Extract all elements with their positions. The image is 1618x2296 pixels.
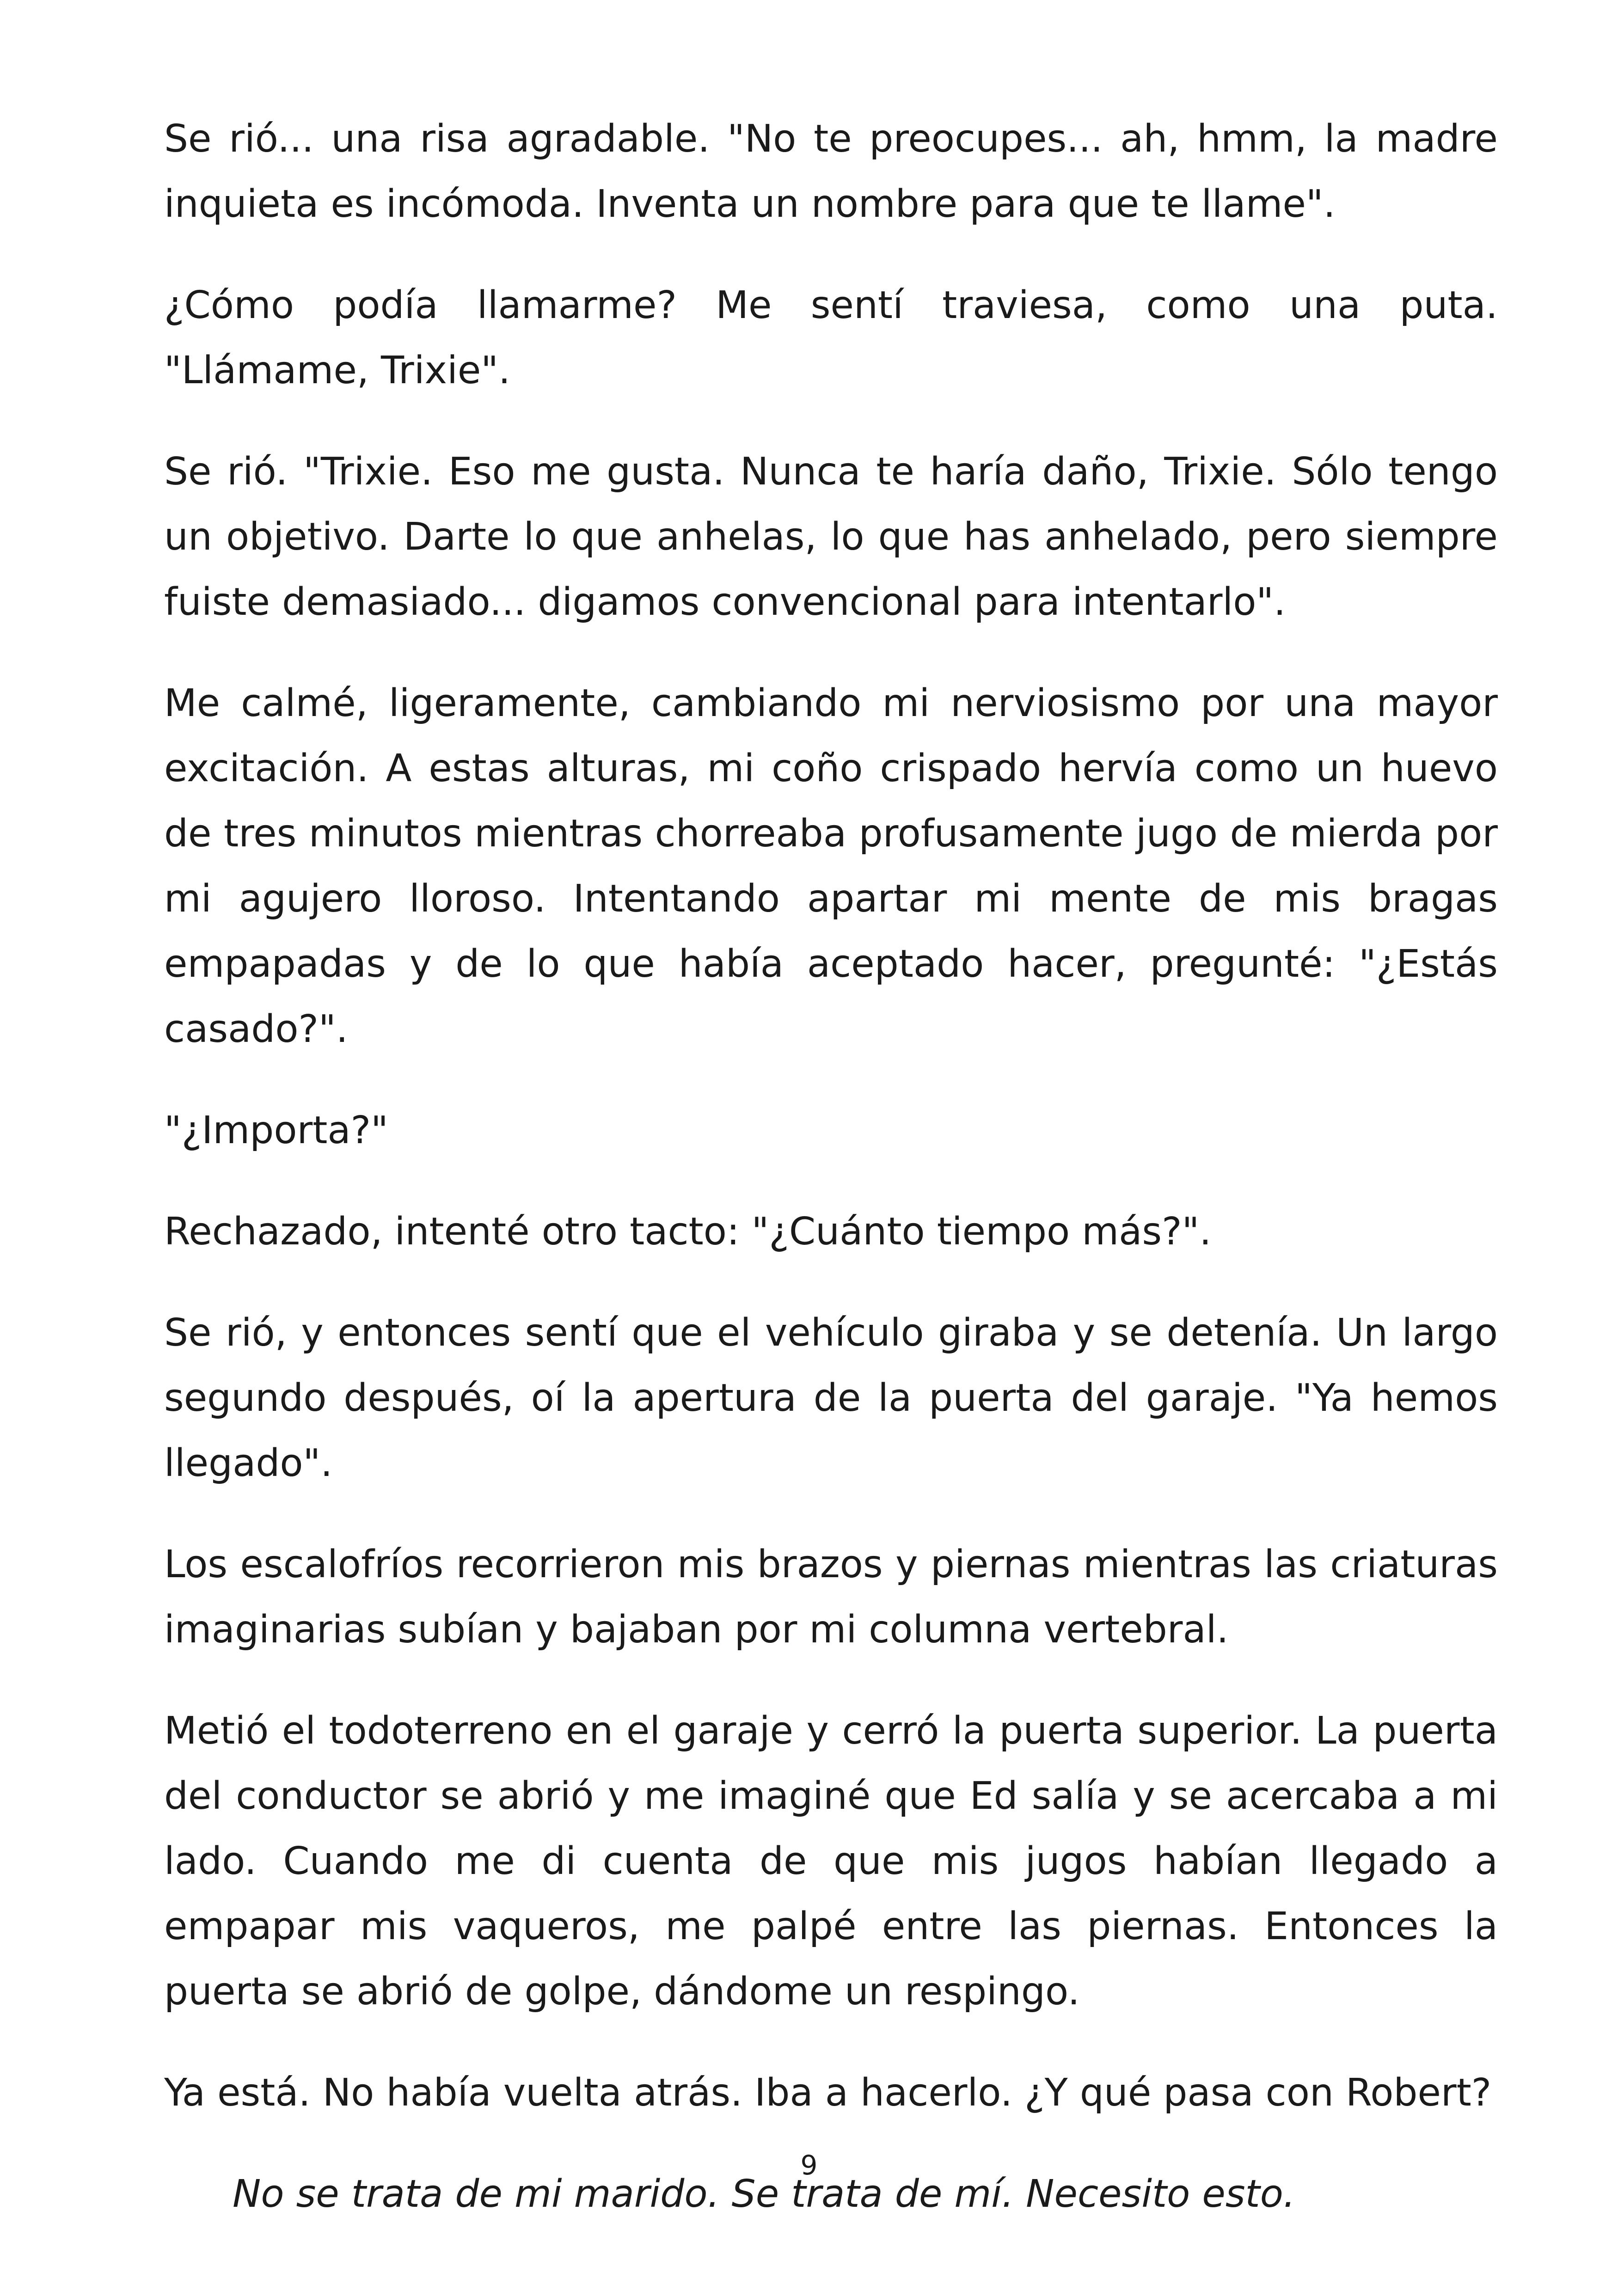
paragraph: Se rió. "Trixie. Eso me gusta. Nunca te haría daño, Trixie. Sólo tengo un objetivo. Darte lo que anhelas, lo que has anhelado, pero siempre fuiste demasiado... digamos convencional para intentarlo". xyxy=(164,450,1498,624)
page-number: 9 xyxy=(800,2149,818,2181)
paragraph: "¿Importa?" xyxy=(164,1108,388,1152)
paragraph: Se rió... una risa agradable. "No te preocupes... ah, hmm, la madre inquieta es incómoda. Inventa un nombre para que te llame". xyxy=(164,117,1498,226)
paragraph: Me calmé, ligeramente, cambiando mi nerviosismo por una mayor excitación. A estas alturas, mi coño crispado hervía como un huevo de tres minutos mientras chorreaba profusamente jugo de mierda por mi agujero lloroso. Intentando apartar mi mente de mis bragas empapadas y de lo que había aceptado hacer, pregunté: "¿Estás casado?". xyxy=(164,681,1498,1051)
italic-thought: No se trata de mi marido. Se trata de mí. Necesito esto. xyxy=(233,2172,1295,2216)
paragraph: ¿Cómo podía llamarme? Me sentí traviesa, como una puta. "Llámame, Trixie". xyxy=(164,283,1498,392)
paragraph: Metió el todoterreno en el garaje y cerró la puerta superior. La puerta del conductor se abrió y me imaginé que Ed salía y se acercaba a mi lado. Cuando me di cuenta de que mis jugos habían llegado a empapar mis vaqueros, me palpé entre las piernas. Entonces la puerta se abrió de golpe, dándome un respingo. xyxy=(164,1709,1498,2014)
body-text xyxy=(164,106,1498,2263)
paragraph: Rechazado, intenté otro tacto: "¿Cuánto tiempo más?". xyxy=(164,1210,1212,1254)
paragraph: Se rió, y entonces sentí que el vehículo giraba y se detenía. Un largo segundo después, oí la apertura de la puerta del garaje. "Ya hemos llegado". xyxy=(164,1311,1498,1485)
paragraph: Ya está. No había vuelta atrás. Iba a hacerlo. ¿Y qué pasa con Robert? xyxy=(164,2071,1492,2115)
paragraph: Los escalofríos recorrieron mis brazos y piernas mientras las criaturas imaginarias subían y bajaban por mi columna vertebral. xyxy=(164,1543,1498,1652)
